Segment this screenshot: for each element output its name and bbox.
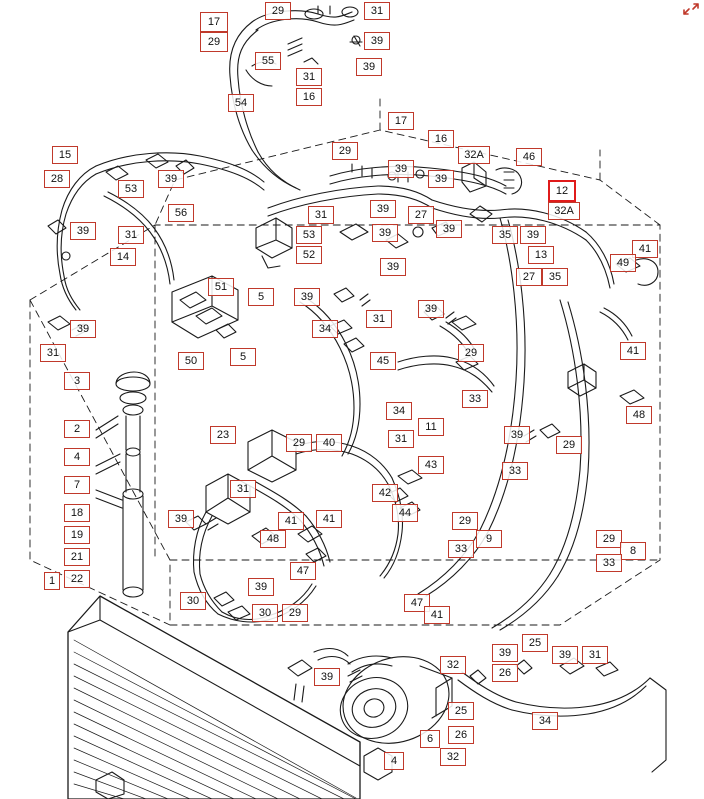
part-callout-39[interactable]: 39 (418, 300, 444, 318)
part-callout-39[interactable]: 39 (520, 226, 546, 244)
part-callout-1[interactable]: 1 (44, 572, 60, 590)
part-callout-32a[interactable]: 32A (458, 146, 490, 164)
part-callout-14[interactable]: 14 (110, 248, 136, 266)
part-callout-56[interactable]: 56 (168, 204, 194, 222)
part-callout-11[interactable]: 11 (418, 418, 444, 436)
part-callout-7[interactable]: 7 (64, 476, 90, 494)
part-callout-32[interactable]: 32 (440, 748, 466, 766)
part-callout-39[interactable]: 39 (428, 170, 454, 188)
part-callout-4[interactable]: 4 (64, 448, 90, 466)
part-callout-32a[interactable]: 32A (548, 202, 580, 220)
part-callout-31[interactable]: 31 (582, 646, 608, 664)
part-callout-2[interactable]: 2 (64, 420, 90, 438)
part-callout-41[interactable]: 41 (278, 512, 304, 530)
part-callout-53[interactable]: 53 (296, 226, 322, 244)
part-callout-33[interactable]: 33 (596, 554, 622, 572)
part-callout-23[interactable]: 23 (210, 426, 236, 444)
part-callout-29[interactable]: 29 (286, 434, 312, 452)
part-callout-41[interactable]: 41 (316, 510, 342, 528)
part-callout-5[interactable]: 5 (230, 348, 256, 366)
part-callout-39[interactable]: 39 (388, 160, 414, 178)
part-callout-53[interactable]: 53 (118, 180, 144, 198)
part-callout-31[interactable]: 31 (308, 206, 334, 224)
part-callout-41[interactable]: 41 (424, 606, 450, 624)
part-callout-9[interactable]: 9 (476, 530, 502, 548)
part-callout-33[interactable]: 33 (462, 390, 488, 408)
part-callout-29[interactable]: 29 (265, 2, 291, 20)
part-callout-39[interactable]: 39 (356, 58, 382, 76)
part-callout-31[interactable]: 31 (296, 68, 322, 86)
part-callout-47[interactable]: 47 (404, 594, 430, 612)
part-callout-39[interactable]: 39 (294, 288, 320, 306)
part-callout-31[interactable]: 31 (118, 226, 144, 244)
part-callout-39[interactable]: 39 (168, 510, 194, 528)
part-callout-29[interactable]: 29 (452, 512, 478, 530)
part-callout-39[interactable]: 39 (504, 426, 530, 444)
part-callout-47[interactable]: 47 (290, 562, 316, 580)
part-callout-54[interactable]: 54 (228, 94, 254, 112)
part-callout-31[interactable]: 31 (364, 2, 390, 20)
part-callout-27[interactable]: 27 (516, 268, 542, 286)
part-callout-51[interactable]: 51 (208, 278, 234, 296)
part-callout-25[interactable]: 25 (448, 702, 474, 720)
part-callout-35[interactable]: 35 (492, 226, 518, 244)
part-callout-41[interactable]: 41 (632, 240, 658, 258)
part-callout-29[interactable]: 29 (556, 436, 582, 454)
part-callout-5[interactable]: 5 (248, 288, 274, 306)
part-callout-42[interactable]: 42 (372, 484, 398, 502)
part-callout-31[interactable]: 31 (388, 430, 414, 448)
part-callout-48[interactable]: 48 (626, 406, 652, 424)
part-callout-39[interactable]: 39 (436, 220, 462, 238)
part-callout-34[interactable]: 34 (386, 402, 412, 420)
part-callout-27[interactable]: 27 (408, 206, 434, 224)
part-callout-40[interactable]: 40 (316, 434, 342, 452)
part-callout-28[interactable]: 28 (44, 170, 70, 188)
part-callout-30[interactable]: 30 (252, 604, 278, 622)
part-callout-45[interactable]: 45 (370, 352, 396, 370)
part-callout-29[interactable]: 29 (596, 530, 622, 548)
resize-arrows-icon (682, 2, 700, 16)
part-callout-33[interactable]: 33 (502, 462, 528, 480)
part-callout-39[interactable]: 39 (158, 170, 184, 188)
part-callout-21[interactable]: 21 (64, 548, 90, 566)
part-callout-41[interactable]: 41 (620, 342, 646, 360)
part-callout-6[interactable]: 6 (420, 730, 440, 748)
part-callout-39[interactable]: 39 (70, 320, 96, 338)
part-callout-16[interactable]: 16 (428, 130, 454, 148)
part-callout-17[interactable]: 17 (200, 12, 228, 32)
part-callout-8[interactable]: 8 (620, 542, 646, 560)
part-callout-52[interactable]: 52 (296, 246, 322, 264)
part-callout-33[interactable]: 33 (448, 540, 474, 558)
part-callout-30[interactable]: 30 (180, 592, 206, 610)
part-callout-39[interactable]: 39 (248, 578, 274, 596)
part-callout-35[interactable]: 35 (542, 268, 568, 286)
part-callout-55[interactable]: 55 (255, 52, 281, 70)
part-callout-48[interactable]: 48 (260, 530, 286, 548)
part-callout-50[interactable]: 50 (178, 352, 204, 370)
part-callout-31[interactable]: 31 (366, 310, 392, 328)
part-callout-31[interactable]: 31 (40, 344, 66, 362)
part-callout-39[interactable]: 39 (70, 222, 96, 240)
part-callout-18[interactable]: 18 (64, 504, 90, 522)
part-callout-32[interactable]: 32 (440, 656, 466, 674)
part-callout-29[interactable]: 29 (332, 142, 358, 160)
part-callout-39[interactable]: 39 (380, 258, 406, 276)
part-callout-25[interactable]: 25 (522, 634, 548, 652)
part-callout-34[interactable]: 34 (532, 712, 558, 730)
part-callout-39[interactable]: 39 (492, 644, 518, 662)
part-callout-39[interactable]: 39 (364, 32, 390, 50)
part-callout-29[interactable]: 29 (200, 32, 228, 52)
part-callout-3[interactable]: 3 (64, 372, 90, 390)
part-callout-29[interactable]: 29 (282, 604, 308, 622)
part-callout-34[interactable]: 34 (312, 320, 338, 338)
part-callout-13[interactable]: 13 (528, 246, 554, 264)
part-callout-29[interactable]: 29 (458, 344, 484, 362)
part-callout-46[interactable]: 46 (516, 148, 542, 166)
part-callout-12[interactable]: 12 (548, 180, 576, 202)
part-callout-15[interactable]: 15 (52, 146, 78, 164)
part-callout-26[interactable]: 26 (492, 664, 518, 682)
part-callout-19[interactable]: 19 (64, 526, 90, 544)
part-callout-44[interactable]: 44 (392, 504, 418, 522)
part-callout-39[interactable]: 39 (552, 646, 578, 664)
part-callout-39[interactable]: 39 (372, 224, 398, 242)
part-callout-22[interactable]: 22 (64, 570, 90, 588)
part-callout-26[interactable]: 26 (448, 726, 474, 744)
part-callout-4[interactable]: 4 (384, 752, 404, 770)
part-callout-31[interactable]: 31 (230, 480, 256, 498)
part-callout-39[interactable]: 39 (314, 668, 340, 686)
part-callout-49[interactable]: 49 (610, 254, 636, 272)
part-callout-16[interactable]: 16 (296, 88, 322, 106)
part-callout-43[interactable]: 43 (418, 456, 444, 474)
part-callout-39[interactable]: 39 (370, 200, 396, 218)
part-callout-17[interactable]: 17 (388, 112, 414, 130)
